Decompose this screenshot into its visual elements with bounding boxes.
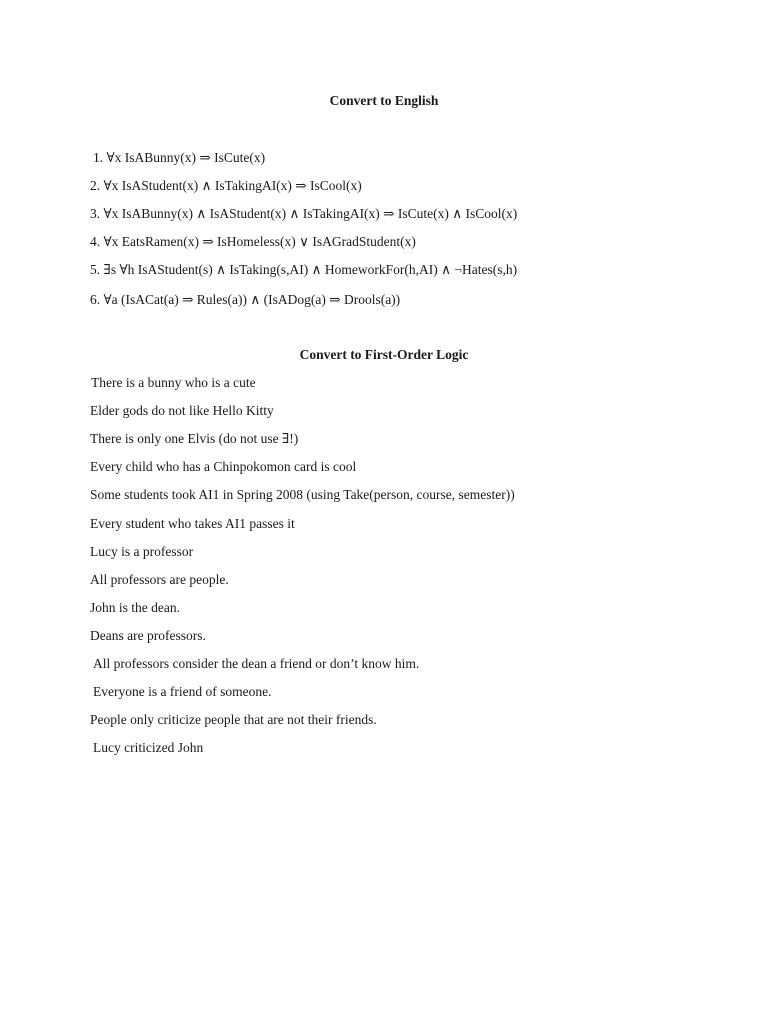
fol-item-2: Elder gods do not like Hello Kitty [90,403,274,418]
fol-item-10: Deans are professors. [90,628,206,643]
fol-item-9: John is the dean. [90,600,180,615]
fol-item-3: There is only one Elvis (do not use ∃!) [90,431,299,446]
fol-item-4: Every child who has a Chinpokomon card is cool [90,459,357,474]
fol-item-1: There is a bunny who is a cute [91,375,256,390]
fol-item-13: People only criticize people that are not their friends. [90,712,377,727]
fol-item-6: Every student who takes AI1 passes it [90,516,295,531]
english-item-4: 4. ∀x EatsRamen(x) ⇒ IsHomeless(x) ∨ IsAGradStudent(x) [90,234,416,249]
fol-item-11: All professors consider the dean a friend or don’t know him. [93,656,420,671]
fol-item-7: Lucy is a professor [90,544,194,559]
english-item-6: 6. ∀a (IsACat(a) ⇒ Rules(a)) ∧ (IsADog(a) ⇒ Drools(a)) [90,292,401,307]
fol-item-5: Some students took AI1 in Spring 2008 (using Take(person, course, semester)) [90,487,515,502]
fol-item-12: Everyone is a friend of someone. [93,684,272,699]
english-item-3: 3. ∀x IsABunny(x) ∧ IsAStudent(x) ∧ IsTakingAI(x) ⇒ IsCute(x) ∧ IsCool(x) [90,206,518,221]
fol-item-8: All professors are people. [90,572,229,587]
english-item-1: 1. ∀x IsABunny(x) ⇒ IsCute(x) [93,150,266,165]
english-item-5: 5. ∃s ∀h IsAStudent(s) ∧ IsTaking(s,AI) ∧ HomeworkFor(h,AI) ∧ ¬Hates(s,h) [90,262,518,277]
english-item-2: 2. ∀x IsAStudent(x) ∧ IsTakingAI(x) ⇒ IsCool(x) [90,178,362,193]
section-title-convert-to-english: Convert to English [329,93,439,108]
section-title-convert-to-fol: Convert to First-Order Logic [299,347,469,362]
fol-item-14: Lucy criticized John [93,740,204,755]
